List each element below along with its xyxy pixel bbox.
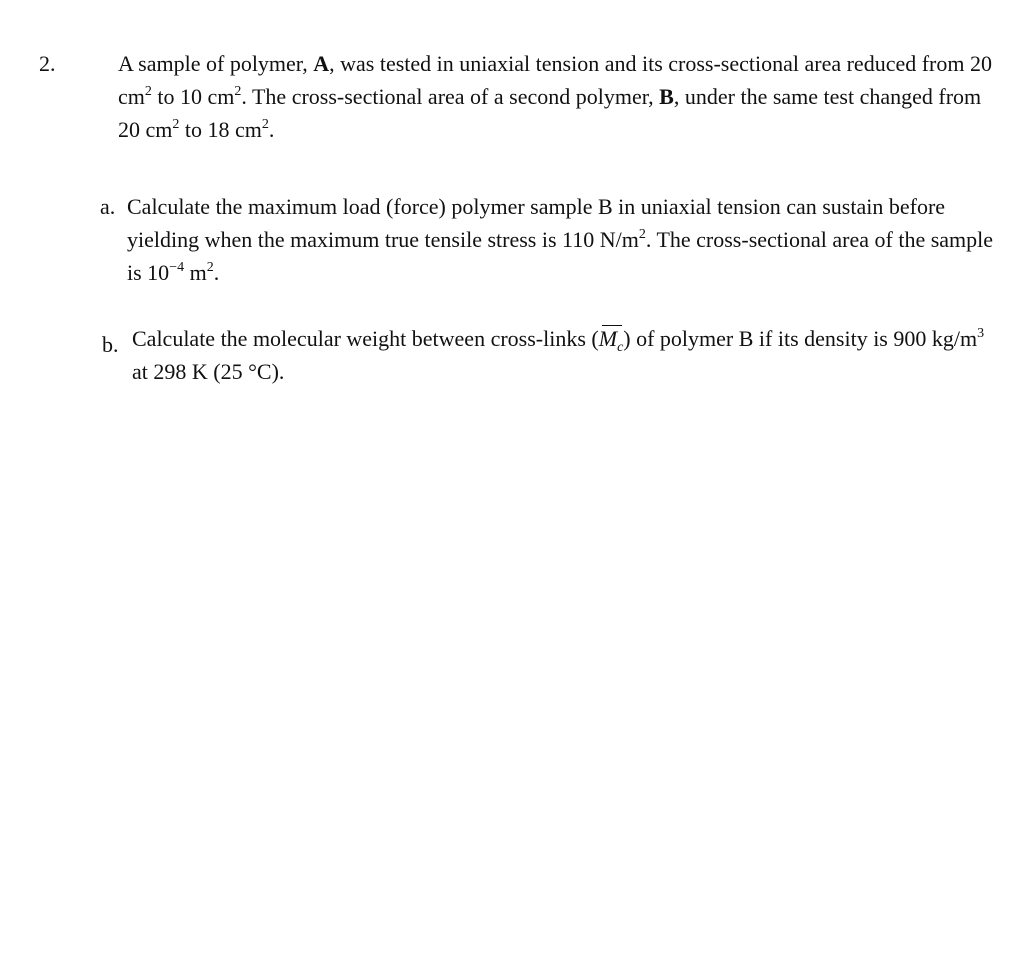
mc-bar-symbol: $M_c$ bbox=[599, 322, 624, 355]
polymer-a-label: A bbox=[313, 51, 330, 76]
part-a-text: Calculate the maximum load (force) polymer sample B in uniaxial tension can sustain before yielding when the maximum true tensile stress is 110 $N/m^2$. The cross-sectional area of the sample is $10^{-4}$ $m^2$. bbox=[127, 194, 994, 285]
question-number: 2. bbox=[39, 51, 56, 76]
part-b-letter: b. bbox=[102, 332, 119, 357]
polymer-b-label: B bbox=[659, 84, 674, 109]
part-b-text: Calculate the molecular weight between cross-links $(M_c)$ of polymer B if its density is 900 $kg/m^3$ at 298 K (25 °C). bbox=[132, 322, 1002, 388]
part-a-letter: a. bbox=[100, 194, 116, 219]
question-stem: A sample of polymer, A, was tested in uniaxial tension and its cross-sectional area reduced from 20 $cm^2$ to 10 $cm^2$. The cross-sectional area of a second polymer, B, under the same test changed from 20 $cm^2$ to 18 $cm^2$. bbox=[118, 51, 992, 142]
